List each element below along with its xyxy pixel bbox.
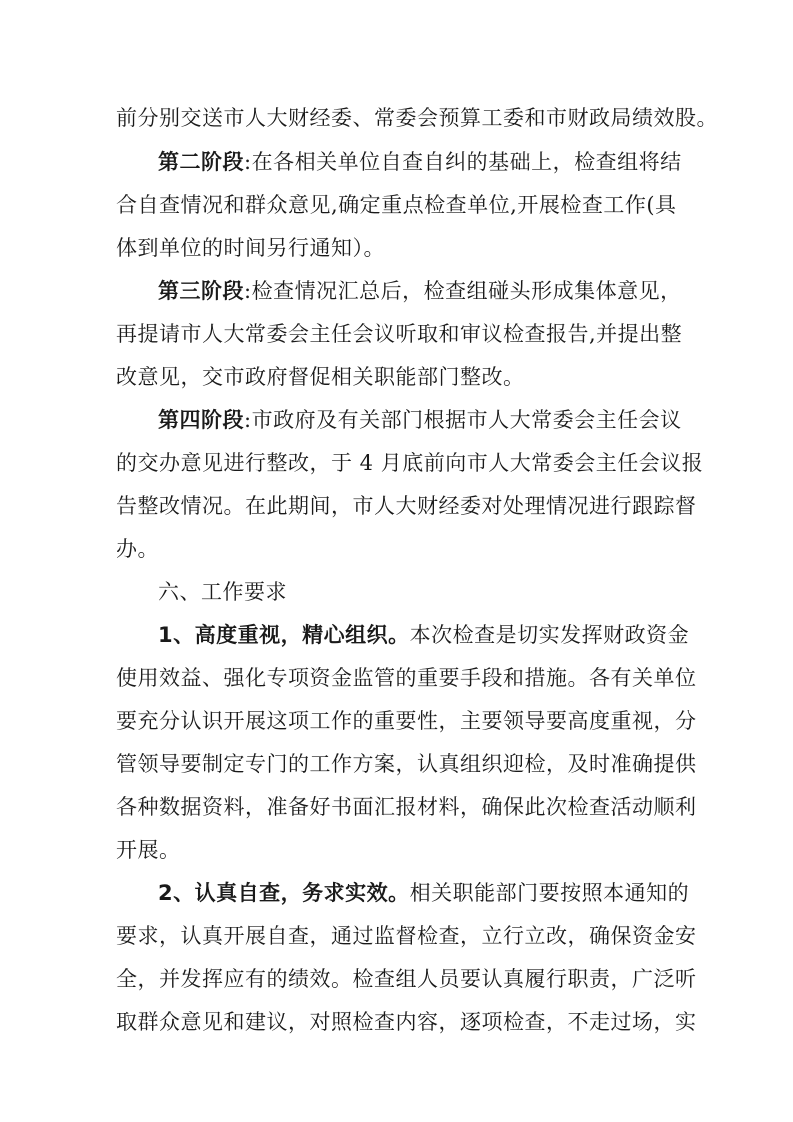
p5-line-1 [158, 615, 738, 655]
p5-line-3 [116, 701, 696, 741]
p5-line-5 [116, 787, 696, 827]
p2-text-3: 体到单位的时间另行通知）。 [116, 236, 385, 260]
p3-line-1 [158, 271, 738, 311]
p2-line-3 [116, 228, 696, 268]
requirement-1-title: 1、高度重视，精心组织。 [158, 623, 410, 647]
p6-line-4 [116, 1002, 696, 1042]
p5-line-6 [116, 830, 696, 870]
p4-line-3 [116, 486, 696, 526]
stage-4-label: 第四阶段 [158, 408, 244, 432]
p5-text-1: 本次检查是切实发挥财政资金 [409, 623, 690, 647]
p2-text-1: :在各相关单位自查自纠的基础上，检查组将结 [244, 150, 682, 174]
p5-text-5: 各种数据资料，准备好书面汇报材料，确保此次检查活动顺利 [116, 795, 697, 819]
p5-text-2: 使用效益、强化专项资金监管的重要手段和措施。各有关单位 [116, 666, 697, 690]
p3-line-2 [116, 314, 696, 354]
p2-text-2: 合自查情况和群众意见,确定重点检查单位,开展检查工作(具 [116, 193, 677, 217]
p4-line-2 [116, 443, 704, 483]
p6-text-3: 全，并发挥应有的绩效。检查组人员要认真履行职责，广泛听 [116, 967, 697, 991]
p2-line-2 [116, 185, 696, 225]
p1-line-1 [116, 98, 718, 138]
p4-text-1: :市政府及有关部门根据市人大常委会主任会议 [244, 408, 682, 432]
stage-3-label: 第三阶段 [158, 279, 244, 303]
section-heading-line [158, 572, 738, 612]
p5-line-4 [116, 744, 696, 784]
p5-text-4: 管领导要制定专门的工作方案，认真组织迎检，及时准确提供 [116, 752, 697, 776]
p6-text-2: 要求，认真开展自查，通过监督检查，立行立改，确保资金安 [116, 924, 697, 948]
p6-text-4: 取群众意见和建议，对照检查内容，逐项检查，不走过场，实 [116, 1010, 697, 1034]
p6-line-2 [116, 916, 696, 956]
p3-text-1: :检查情况汇总后，检查组碰头形成集体意见， [244, 279, 682, 303]
p5-line-2 [116, 658, 696, 698]
p5-text-3: 要充分认识开展这项工作的重要性，主要领导要高度重视，分 [116, 709, 697, 733]
p4-line-4 [116, 529, 696, 569]
p4-line-1 [158, 400, 738, 440]
p6-line-1 [158, 873, 738, 913]
p3-text-3: 改意见，交市政府督促相关职能部门整改。 [116, 365, 525, 389]
p3-text-2: 再提请市人大常委会主任会议听取和审议检查报告,并提出整 [116, 322, 683, 346]
p3-line-3 [116, 357, 696, 397]
section-heading: 六、工作要求 [158, 580, 287, 604]
p4-text-3: 告整改情况。在此期间，市人大财经委对处理情况进行跟踪督 [116, 494, 697, 518]
p4-text-4: 办。 [116, 537, 159, 561]
p6-line-3 [116, 959, 696, 999]
p4-text-2: 的交办意见进行整改，于 4 月底前向市人大常委会主任会议报 [116, 451, 704, 475]
p5-text-6: 开展。 [116, 838, 181, 862]
p2-line-1 [158, 142, 738, 182]
requirement-2-title: 2、认真自查，务求实效。 [158, 881, 410, 905]
p1-text: 前分别交送市人大财经委、常委会预算工委和市财政局绩效股。 [116, 106, 718, 130]
p6-text-1: 相关职能部门要按照本通知的 [409, 881, 690, 905]
stage-2-label: 第二阶段 [158, 150, 244, 174]
